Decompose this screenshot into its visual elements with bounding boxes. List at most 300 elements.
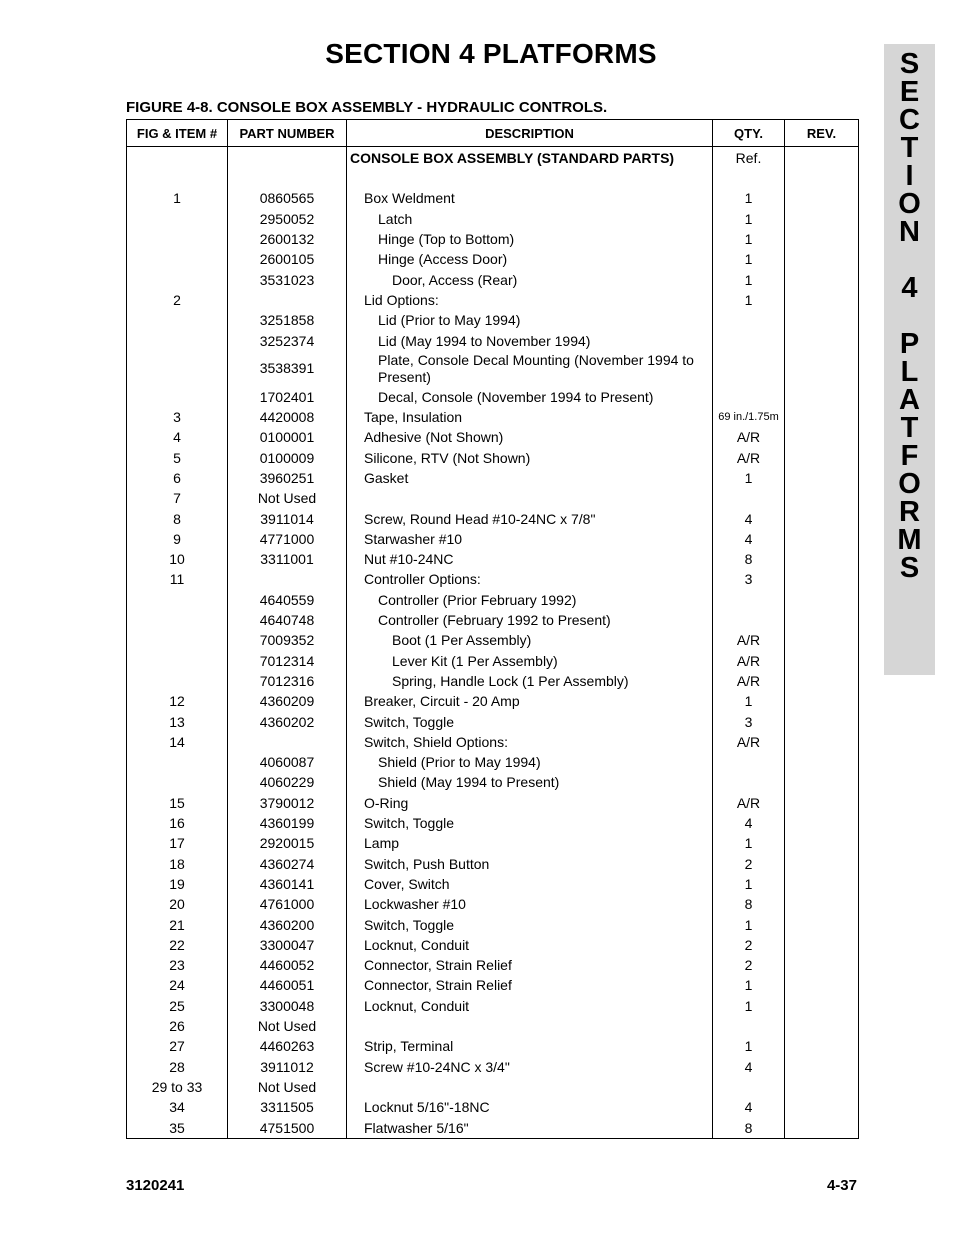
fig-item-cell: 7 <box>127 488 228 508</box>
table-row <box>127 549 859 569</box>
fig-item-cell: 14 <box>127 732 228 752</box>
description-cell: Door, Access (Rear) <box>347 269 713 289</box>
fig-item-cell: 15 <box>127 793 228 813</box>
part-number-cell: 4751500 <box>228 1117 347 1138</box>
rev-cell <box>785 549 859 569</box>
part-number-cell: 4360209 <box>228 691 347 711</box>
rev-cell <box>785 732 859 752</box>
table-row <box>127 711 859 731</box>
description-cell: Controller Options: <box>347 569 713 589</box>
description-cell: Spring, Handle Lock (1 Per Assembly) <box>347 671 713 691</box>
part-number-cell <box>228 147 347 171</box>
qty-cell: 1 <box>713 691 785 711</box>
rev-cell <box>785 529 859 549</box>
part-number-cell: 2600105 <box>228 249 347 269</box>
description-cell: Switch, Toggle <box>347 914 713 934</box>
description-cell <box>347 488 713 508</box>
part-number-cell: 4360199 <box>228 813 347 833</box>
description-cell: Locknut, Conduit <box>347 996 713 1016</box>
side-tab-letter: M <box>897 524 922 556</box>
rev-cell <box>785 711 859 731</box>
table-row <box>127 630 859 650</box>
qty-cell: 2 <box>713 935 785 955</box>
table-row <box>127 874 859 894</box>
rev-cell <box>785 610 859 630</box>
part-number-cell: 4360200 <box>228 914 347 934</box>
fig-item-cell: 8 <box>127 508 228 528</box>
fig-item-cell: 10 <box>127 549 228 569</box>
qty-cell <box>713 752 785 772</box>
side-tab-letter: O <box>898 468 921 500</box>
table-row <box>127 691 859 711</box>
qty-cell: 4 <box>713 813 785 833</box>
part-number-cell: 3252374 <box>228 330 347 350</box>
description-cell: Flatwasher 5/16" <box>347 1117 713 1138</box>
side-tab-letter: 4 <box>901 272 918 304</box>
qty-cell: 1 <box>713 290 785 310</box>
qty-cell: A/R <box>713 671 785 691</box>
table-row <box>127 188 859 208</box>
part-number-cell: 3300047 <box>228 935 347 955</box>
table-row <box>127 854 859 874</box>
table-row <box>127 590 859 610</box>
fig-item-cell <box>127 610 228 630</box>
fig-item-cell: 12 <box>127 691 228 711</box>
fig-item-cell <box>127 351 228 387</box>
rev-cell <box>785 1097 859 1117</box>
fig-item-cell: 22 <box>127 935 228 955</box>
fig-item-cell: 29 to 33 <box>127 1077 228 1097</box>
side-tab-letter: S <box>899 552 920 584</box>
fig-item-cell: 34 <box>127 1097 228 1117</box>
table-row <box>127 529 859 549</box>
qty-cell: A/R <box>713 651 785 671</box>
qty-cell: 4 <box>713 1097 785 1117</box>
part-number-cell: 4060229 <box>228 772 347 792</box>
qty-cell: 69 in./1.75m <box>713 407 785 427</box>
description-cell: Tape, Insulation <box>347 407 713 427</box>
description-cell <box>347 170 713 188</box>
side-tab-letter: R <box>899 496 920 528</box>
part-number-cell: 0100009 <box>228 448 347 468</box>
table-row <box>127 448 859 468</box>
table-row <box>127 955 859 975</box>
description-cell: Hinge (Access Door) <box>347 249 713 269</box>
fig-item-cell: 23 <box>127 955 228 975</box>
part-number-cell: 2950052 <box>228 209 347 229</box>
qty-cell: 8 <box>713 1117 785 1138</box>
description-cell: Gasket <box>347 468 713 488</box>
qty-cell <box>713 590 785 610</box>
table-row <box>127 1097 859 1117</box>
table-row <box>127 170 859 188</box>
qty-cell <box>713 1016 785 1036</box>
rev-cell <box>785 975 859 995</box>
rev-cell <box>785 651 859 671</box>
description-cell: Starwasher #10 <box>347 529 713 549</box>
table-row <box>127 290 859 310</box>
rev-cell <box>785 387 859 407</box>
part-number-cell: 4360274 <box>228 854 347 874</box>
table-row <box>127 671 859 691</box>
description-cell: Locknut 5/16"-18NC <box>347 1097 713 1117</box>
side-tab-letter: I <box>905 160 914 192</box>
fig-item-cell <box>127 671 228 691</box>
qty-cell <box>713 772 785 792</box>
description-cell: Adhesive (Not Shown) <box>347 427 713 447</box>
fig-item-cell: 9 <box>127 529 228 549</box>
table-row <box>127 833 859 853</box>
part-number-cell <box>228 569 347 589</box>
qty-cell <box>713 1077 785 1097</box>
column-header-fig-item: FIG & ITEM # <box>127 120 228 147</box>
qty-cell: 1 <box>713 249 785 269</box>
table-row <box>127 407 859 427</box>
fig-item-cell <box>127 170 228 188</box>
description-cell: Shield (May 1994 to Present) <box>347 772 713 792</box>
fig-item-cell <box>127 387 228 407</box>
rev-cell <box>785 630 859 650</box>
qty-cell: 1 <box>713 996 785 1016</box>
qty-cell: 3 <box>713 711 785 731</box>
rev-cell <box>785 813 859 833</box>
rev-cell <box>785 1056 859 1076</box>
rev-cell <box>785 752 859 772</box>
table-row <box>127 310 859 330</box>
table-row <box>127 793 859 813</box>
fig-item-cell: 13 <box>127 711 228 731</box>
fig-item-cell <box>127 752 228 772</box>
fig-item-cell: 20 <box>127 894 228 914</box>
part-number-cell: 3960251 <box>228 468 347 488</box>
description-cell: Cover, Switch <box>347 874 713 894</box>
rev-cell <box>785 351 859 387</box>
qty-cell: Ref. <box>713 147 785 171</box>
rev-cell <box>785 1117 859 1138</box>
description-cell: Breaker, Circuit - 20 Amp <box>347 691 713 711</box>
qty-cell: A/R <box>713 793 785 813</box>
description-cell: Strip, Terminal <box>347 1036 713 1056</box>
description-cell: Switch, Toggle <box>347 711 713 731</box>
table-row <box>127 813 859 833</box>
rev-cell <box>785 188 859 208</box>
rev-cell <box>785 427 859 447</box>
table-row <box>127 468 859 488</box>
fig-item-cell <box>127 590 228 610</box>
qty-cell: 1 <box>713 209 785 229</box>
qty-cell <box>713 387 785 407</box>
description-cell: Screw #10-24NC x 3/4" <box>347 1056 713 1076</box>
part-number-cell: 4640559 <box>228 590 347 610</box>
rev-cell <box>785 1077 859 1097</box>
rev-cell <box>785 569 859 589</box>
rev-cell <box>785 508 859 528</box>
description-cell: Controller (February 1992 to Present) <box>347 610 713 630</box>
part-number-cell: 3911014 <box>228 508 347 528</box>
fig-item-cell: 1 <box>127 188 228 208</box>
qty-cell: 1 <box>713 1036 785 1056</box>
parts-table-body <box>127 147 859 1139</box>
part-number-cell: 4060087 <box>228 752 347 772</box>
fig-item-cell: 25 <box>127 996 228 1016</box>
qty-cell: A/R <box>713 630 785 650</box>
fig-item-cell: 21 <box>127 914 228 934</box>
rev-cell <box>785 488 859 508</box>
description-cell: Screw, Round Head #10-24NC x 7/8" <box>347 508 713 528</box>
qty-cell: 1 <box>713 874 785 894</box>
table-row <box>127 1077 859 1097</box>
table-row <box>127 752 859 772</box>
rev-cell <box>785 147 859 171</box>
fig-item-cell: 35 <box>127 1117 228 1138</box>
description-cell: Connector, Strain Relief <box>347 975 713 995</box>
fig-item-cell <box>127 147 228 171</box>
side-tab-letter: F <box>900 440 919 472</box>
part-number-cell: 1702401 <box>228 387 347 407</box>
part-number-cell: 2600132 <box>228 229 347 249</box>
table-row <box>127 996 859 1016</box>
rev-cell <box>785 310 859 330</box>
column-header-description: DESCRIPTION <box>347 120 713 147</box>
description-cell <box>347 1077 713 1097</box>
rev-cell <box>785 894 859 914</box>
fig-item-cell <box>127 772 228 792</box>
description-cell <box>347 1016 713 1036</box>
rev-cell <box>785 914 859 934</box>
description-cell: Boot (1 Per Assembly) <box>347 630 713 650</box>
rev-cell <box>785 996 859 1016</box>
table-row <box>127 427 859 447</box>
qty-cell: 1 <box>713 833 785 853</box>
fig-item-cell <box>127 229 228 249</box>
table-row <box>127 488 859 508</box>
qty-cell <box>713 351 785 387</box>
fig-item-cell: 28 <box>127 1056 228 1076</box>
part-number-cell: 2920015 <box>228 833 347 853</box>
table-row <box>127 1016 859 1036</box>
rev-cell <box>785 330 859 350</box>
fig-item-cell: 11 <box>127 569 228 589</box>
table-row <box>127 569 859 589</box>
description-cell: Shield (Prior to May 1994) <box>347 752 713 772</box>
part-number-cell: 0860565 <box>228 188 347 208</box>
table-row <box>127 610 859 630</box>
rev-cell <box>785 249 859 269</box>
qty-cell <box>713 330 785 350</box>
fig-item-cell <box>127 209 228 229</box>
rev-cell <box>785 209 859 229</box>
rev-cell <box>785 290 859 310</box>
fig-item-cell: 3 <box>127 407 228 427</box>
description-cell: Switch, Shield Options: <box>347 732 713 752</box>
table-row <box>127 269 859 289</box>
part-number-cell: 4761000 <box>228 894 347 914</box>
table-row <box>127 914 859 934</box>
qty-cell <box>713 170 785 188</box>
fig-item-cell: 6 <box>127 468 228 488</box>
rev-cell <box>785 955 859 975</box>
description-cell: O-Ring <box>347 793 713 813</box>
rev-cell <box>785 671 859 691</box>
part-number-cell: 3531023 <box>228 269 347 289</box>
table-row <box>127 732 859 752</box>
part-number-cell: 3911012 <box>228 1056 347 1076</box>
table-header-row <box>127 120 859 147</box>
description-cell: Locknut, Conduit <box>347 935 713 955</box>
qty-cell: A/R <box>713 732 785 752</box>
side-tab-letter: T <box>900 412 919 444</box>
fig-item-cell: 17 <box>127 833 228 853</box>
rev-cell <box>785 691 859 711</box>
fig-item-cell <box>127 310 228 330</box>
rev-cell <box>785 170 859 188</box>
table-row <box>127 387 859 407</box>
table-row <box>127 1056 859 1076</box>
qty-cell: 1 <box>713 269 785 289</box>
part-number-cell: 4640748 <box>228 610 347 630</box>
table-row <box>127 772 859 792</box>
side-tab-letter: L <box>900 356 919 388</box>
qty-cell: 4 <box>713 529 785 549</box>
rev-cell <box>785 1016 859 1036</box>
side-tab-letter: C <box>899 104 920 136</box>
part-number-cell: 4771000 <box>228 529 347 549</box>
fig-item-cell <box>127 651 228 671</box>
part-number-cell: 3251858 <box>228 310 347 330</box>
side-tab-letter: O <box>898 188 921 220</box>
qty-cell <box>713 488 785 508</box>
rev-cell <box>785 793 859 813</box>
description-cell: CONSOLE BOX ASSEMBLY (STANDARD PARTS) <box>347 147 713 171</box>
table-row <box>127 209 859 229</box>
table-row <box>127 935 859 955</box>
part-number-cell: 7012316 <box>228 671 347 691</box>
figure-caption: FIGURE 4-8. CONSOLE BOX ASSEMBLY - HYDRAULIC CONTROLS. <box>126 99 608 116</box>
table-row <box>127 249 859 269</box>
side-tab-letter: A <box>899 384 920 416</box>
part-number-cell: 3538391 <box>228 351 347 387</box>
fig-item-cell: 16 <box>127 813 228 833</box>
qty-cell: 1 <box>713 914 785 934</box>
description-cell: Silicone, RTV (Not Shown) <box>347 448 713 468</box>
table-row <box>127 651 859 671</box>
fig-item-cell: 26 <box>127 1016 228 1036</box>
column-header-rev: REV. <box>785 120 859 147</box>
part-number-cell: 3311505 <box>228 1097 347 1117</box>
rev-cell <box>785 269 859 289</box>
description-cell: Lever Kit (1 Per Assembly) <box>347 651 713 671</box>
fig-item-cell <box>127 630 228 650</box>
table-row <box>127 351 859 387</box>
qty-cell: 1 <box>713 229 785 249</box>
part-number-cell <box>228 170 347 188</box>
description-cell: Hinge (Top to Bottom) <box>347 229 713 249</box>
qty-cell: 3 <box>713 569 785 589</box>
rev-cell <box>785 229 859 249</box>
description-cell: Switch, Toggle <box>347 813 713 833</box>
description-cell: Lockwasher #10 <box>347 894 713 914</box>
description-cell: Latch <box>347 209 713 229</box>
part-number-cell: Not Used <box>228 1077 347 1097</box>
description-cell: Lid Options: <box>347 290 713 310</box>
side-tab-letter: S <box>899 48 920 80</box>
page-number: 4-37 <box>826 1177 857 1194</box>
part-number-cell <box>228 732 347 752</box>
part-number-cell: Not Used <box>228 1016 347 1036</box>
fig-item-cell <box>127 249 228 269</box>
qty-cell: 2 <box>713 955 785 975</box>
qty-cell: 4 <box>713 1056 785 1076</box>
table-row <box>127 508 859 528</box>
fig-item-cell <box>127 269 228 289</box>
part-number-cell: 4460263 <box>228 1036 347 1056</box>
fig-item-cell: 19 <box>127 874 228 894</box>
qty-cell: 4 <box>713 508 785 528</box>
document-number: 3120241 <box>126 1177 185 1194</box>
side-tab-letter: E <box>899 76 920 108</box>
part-number-cell: 7012314 <box>228 651 347 671</box>
qty-cell: A/R <box>713 448 785 468</box>
part-number-cell: 4360202 <box>228 711 347 731</box>
description-cell: Controller (Prior February 1992) <box>347 590 713 610</box>
rev-cell <box>785 407 859 427</box>
rev-cell <box>785 468 859 488</box>
qty-cell: 1 <box>713 468 785 488</box>
description-cell: Box Weldment <box>347 188 713 208</box>
description-cell: Connector, Strain Relief <box>347 955 713 975</box>
fig-item-cell: 2 <box>127 290 228 310</box>
part-number-cell: 3790012 <box>228 793 347 813</box>
table-row <box>127 229 859 249</box>
description-cell: Nut #10-24NC <box>347 549 713 569</box>
part-number-cell: 4460051 <box>228 975 347 995</box>
side-tab-letter: T <box>900 132 919 164</box>
rev-cell <box>785 772 859 792</box>
table-row <box>127 975 859 995</box>
part-number-cell: 4420008 <box>228 407 347 427</box>
rev-cell <box>785 590 859 610</box>
side-tab-letter: P <box>899 328 920 360</box>
description-cell: Lid (May 1994 to November 1994) <box>347 330 713 350</box>
table-row <box>127 894 859 914</box>
part-number-cell: 3300048 <box>228 996 347 1016</box>
rev-cell <box>785 854 859 874</box>
side-tab-letter: N <box>899 216 920 248</box>
part-number-cell: 3311001 <box>228 549 347 569</box>
table-row <box>127 330 859 350</box>
qty-cell <box>713 310 785 330</box>
part-number-cell: 4460052 <box>228 955 347 975</box>
qty-cell <box>713 610 785 630</box>
rev-cell <box>785 935 859 955</box>
qty-cell: A/R <box>713 427 785 447</box>
description-cell: Switch, Push Button <box>347 854 713 874</box>
rev-cell <box>785 833 859 853</box>
qty-cell: 1 <box>713 188 785 208</box>
fig-item-cell: 24 <box>127 975 228 995</box>
description-cell: Decal, Console (November 1994 to Present) <box>347 387 713 407</box>
column-header-part-number: PART NUMBER <box>228 120 347 147</box>
table-row <box>127 1117 859 1138</box>
fig-item-cell: 18 <box>127 854 228 874</box>
fig-item-cell: 5 <box>127 448 228 468</box>
part-number-cell: 0100001 <box>228 427 347 447</box>
qty-cell: 8 <box>713 549 785 569</box>
qty-cell: 1 <box>713 975 785 995</box>
description-cell: Lid (Prior to May 1994) <box>347 310 713 330</box>
parts-table <box>126 119 859 1139</box>
section-side-tab <box>884 44 935 675</box>
